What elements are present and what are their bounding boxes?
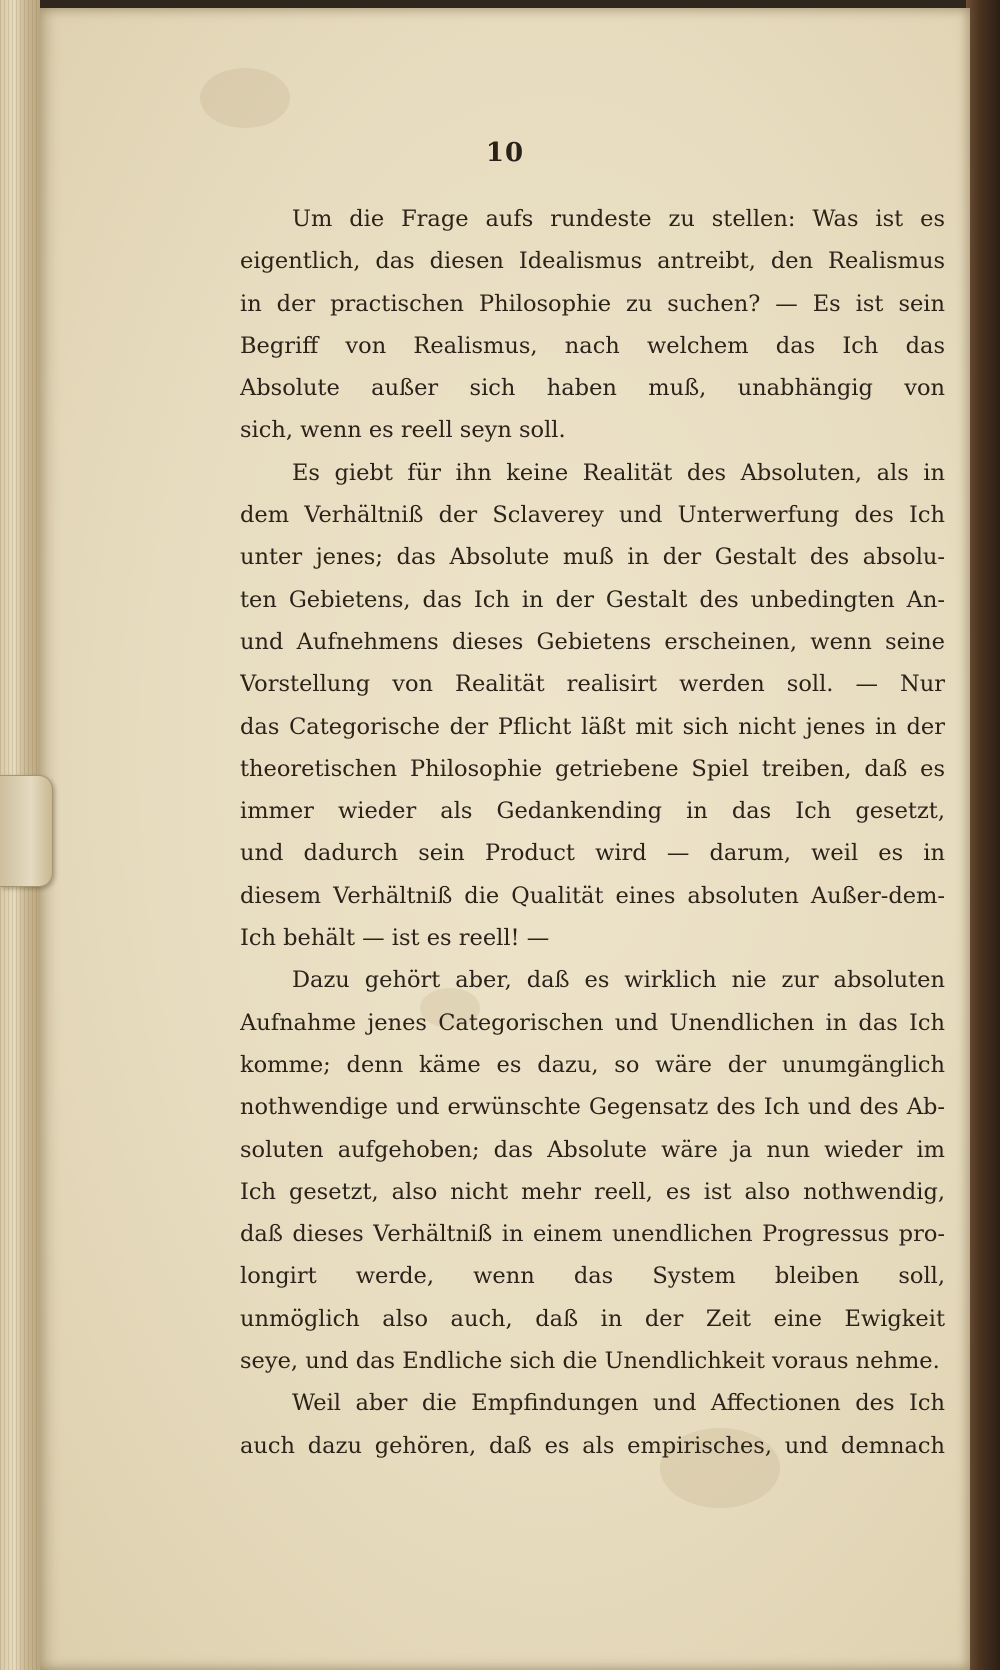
text-line: komme; denn käme es dazu, so wäre der unumgänglich xyxy=(240,1051,945,1078)
text-line: Um die Frage aufs rundeste zu stellen: Was ist es xyxy=(292,206,945,232)
text-line: sich, wenn es reell seyn soll. xyxy=(240,417,566,444)
paper-stain xyxy=(200,68,290,128)
text-line: seye, und das Endliche sich die Unendlichkeit voraus nehme. xyxy=(240,1348,940,1375)
text-line: immer wieder als Gedankending in das Ich gesetzt, xyxy=(240,798,945,825)
body-text xyxy=(240,198,945,1467)
book-clasp xyxy=(0,775,53,887)
text-line: daß dieses Verhältniß in einem unendlichen Progressus pro- xyxy=(240,1221,945,1248)
text-line: Aufnahme jenes Categorischen und Unendlichen in das Ich xyxy=(240,1009,945,1036)
text-line: Absolute außer sich haben muß, unabhängig von xyxy=(240,375,945,402)
text-line: Begriff von Realismus, nach welchem das Ich das xyxy=(240,332,945,359)
text-line: ten Gebietens, das Ich in der Gestalt des unbedingten An- xyxy=(240,586,945,613)
text-line: longirt werde, wenn das System bleiben soll, xyxy=(240,1263,945,1290)
text-line: und dadurch sein Product wird — darum, weil es in xyxy=(240,840,945,867)
book-cover-right xyxy=(966,0,1000,1670)
text-line: dem Verhältniß der Sclaverey und Unterwerfung des Ich xyxy=(240,502,945,529)
text-line: nothwendige und erwünschte Gegensatz des Ich und des Ab- xyxy=(240,1094,945,1121)
text-line: auch dazu gehören, daß es als empirisches, und demnach xyxy=(240,1432,945,1459)
text-line: unmöglich also auch, daß in der Zeit eine Ewigkeit xyxy=(240,1305,945,1332)
text-line: und Aufnehmens dieses Gebietens erscheinen, wenn seine xyxy=(240,628,945,655)
text-line: Ich behält — ist es reell! — xyxy=(240,925,550,952)
text-line: in der practischen Philosophie zu suchen? — Es ist sein xyxy=(240,290,945,317)
text-line: unter jenes; das Absolute muß in der Gestalt des absolu- xyxy=(240,544,945,571)
text-line: Ich gesetzt, also nicht mehr reell, es ist also nothwendig, xyxy=(240,1178,945,1205)
text-line: theoretischen Philosophie getriebene Spiel treiben, daß es xyxy=(240,755,945,782)
text-line: Vorstellung von Realität realisirt werden soll. — Nur xyxy=(240,671,945,698)
text-line: diesem Verhältniß die Qualität eines absoluten Außer-dem- xyxy=(240,882,945,909)
text-line: soluten aufgehoben; das Absolute wäre ja nun wieder im xyxy=(240,1136,945,1163)
text-line: Weil aber die Empfindungen und Affectionen des Ich xyxy=(292,1390,945,1417)
text-line: das Categorische der Pflicht läßt mit sich nicht jenes in der xyxy=(240,713,945,740)
text-line: Dazu gehört aber, daß es wirklich nie zur absoluten xyxy=(292,967,945,994)
page-number: 10 xyxy=(485,138,525,168)
text-line: eigentlich, das diesen Idealismus antreibt, den Realismus xyxy=(240,248,945,275)
paper-page xyxy=(40,8,970,1670)
text-line: Es giebt für ihn keine Realität des Absoluten, als in xyxy=(292,459,945,486)
